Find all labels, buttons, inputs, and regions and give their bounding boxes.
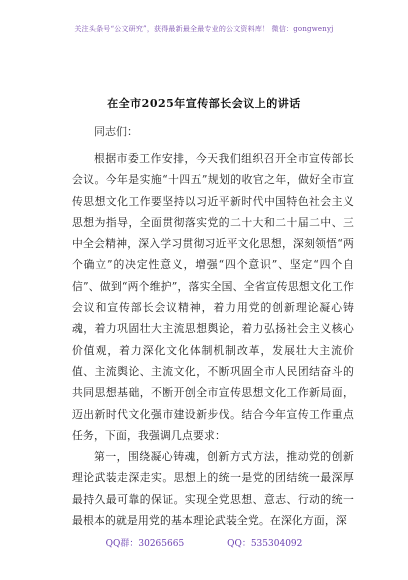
paragraph-first-point: 第一，围绕凝心铸魂，创新方式方法，推动党的创新理论武装走深走实。思想上的统一是党的团结统一最深厚最持久最可靠的保证。实现全党思想、意志、行动的统一最根本的就是用党的基本理论武装全党。在深化方面，深	[72, 450, 354, 528]
document-body	[72, 124, 354, 531]
document-title: 在全市2025年宣传部长会议上的讲话	[107, 97, 301, 110]
salutation: 同志们：	[94, 125, 138, 138]
contact-footer	[0, 536, 408, 549]
promo-header: 关注头条号“公文研究”，获得最新最全最专业的公文资料库！ 微信：gongwenyj	[74, 25, 334, 33]
qq-group: QQ群：30265665	[105, 539, 185, 549]
paragraph-intro: 根据市委工作安排，今天我们组织召开全市宣传部长会议。今年是实施“十四五”规划的收官之年，做好全市宣传思想文化工作要坚持以习近平新时代中国特色社会主义思想为指导，全面贯彻落实党的二十大和二十届二中、三中全会精神，深入学习贯彻习近平文化思想，深刻领悟“两个确立”的决定性意义，增强“四个意识”、坚定“四个自信”、做到“两个维护”，落实全国、全省宣传思想文化工作会议和宣传部长会议精神，着力用党的创新理论凝心铸魂，着力巩固壮大主流思想舆论，着力弘扬社会主义核心价值观，着力深化文化体制机制改革，发展壮大主流价值、主流舆论、主流文化，不断巩固全市人民团结奋斗的共同思想基础，不断开创全市宣传思想文化工作新局面，迈出新时代文化强市建设新步伐。结合今年宣传工作重点任务，下面，我强调几点要求：	[72, 152, 354, 442]
qq-contact: QQ：535304092	[227, 539, 303, 549]
